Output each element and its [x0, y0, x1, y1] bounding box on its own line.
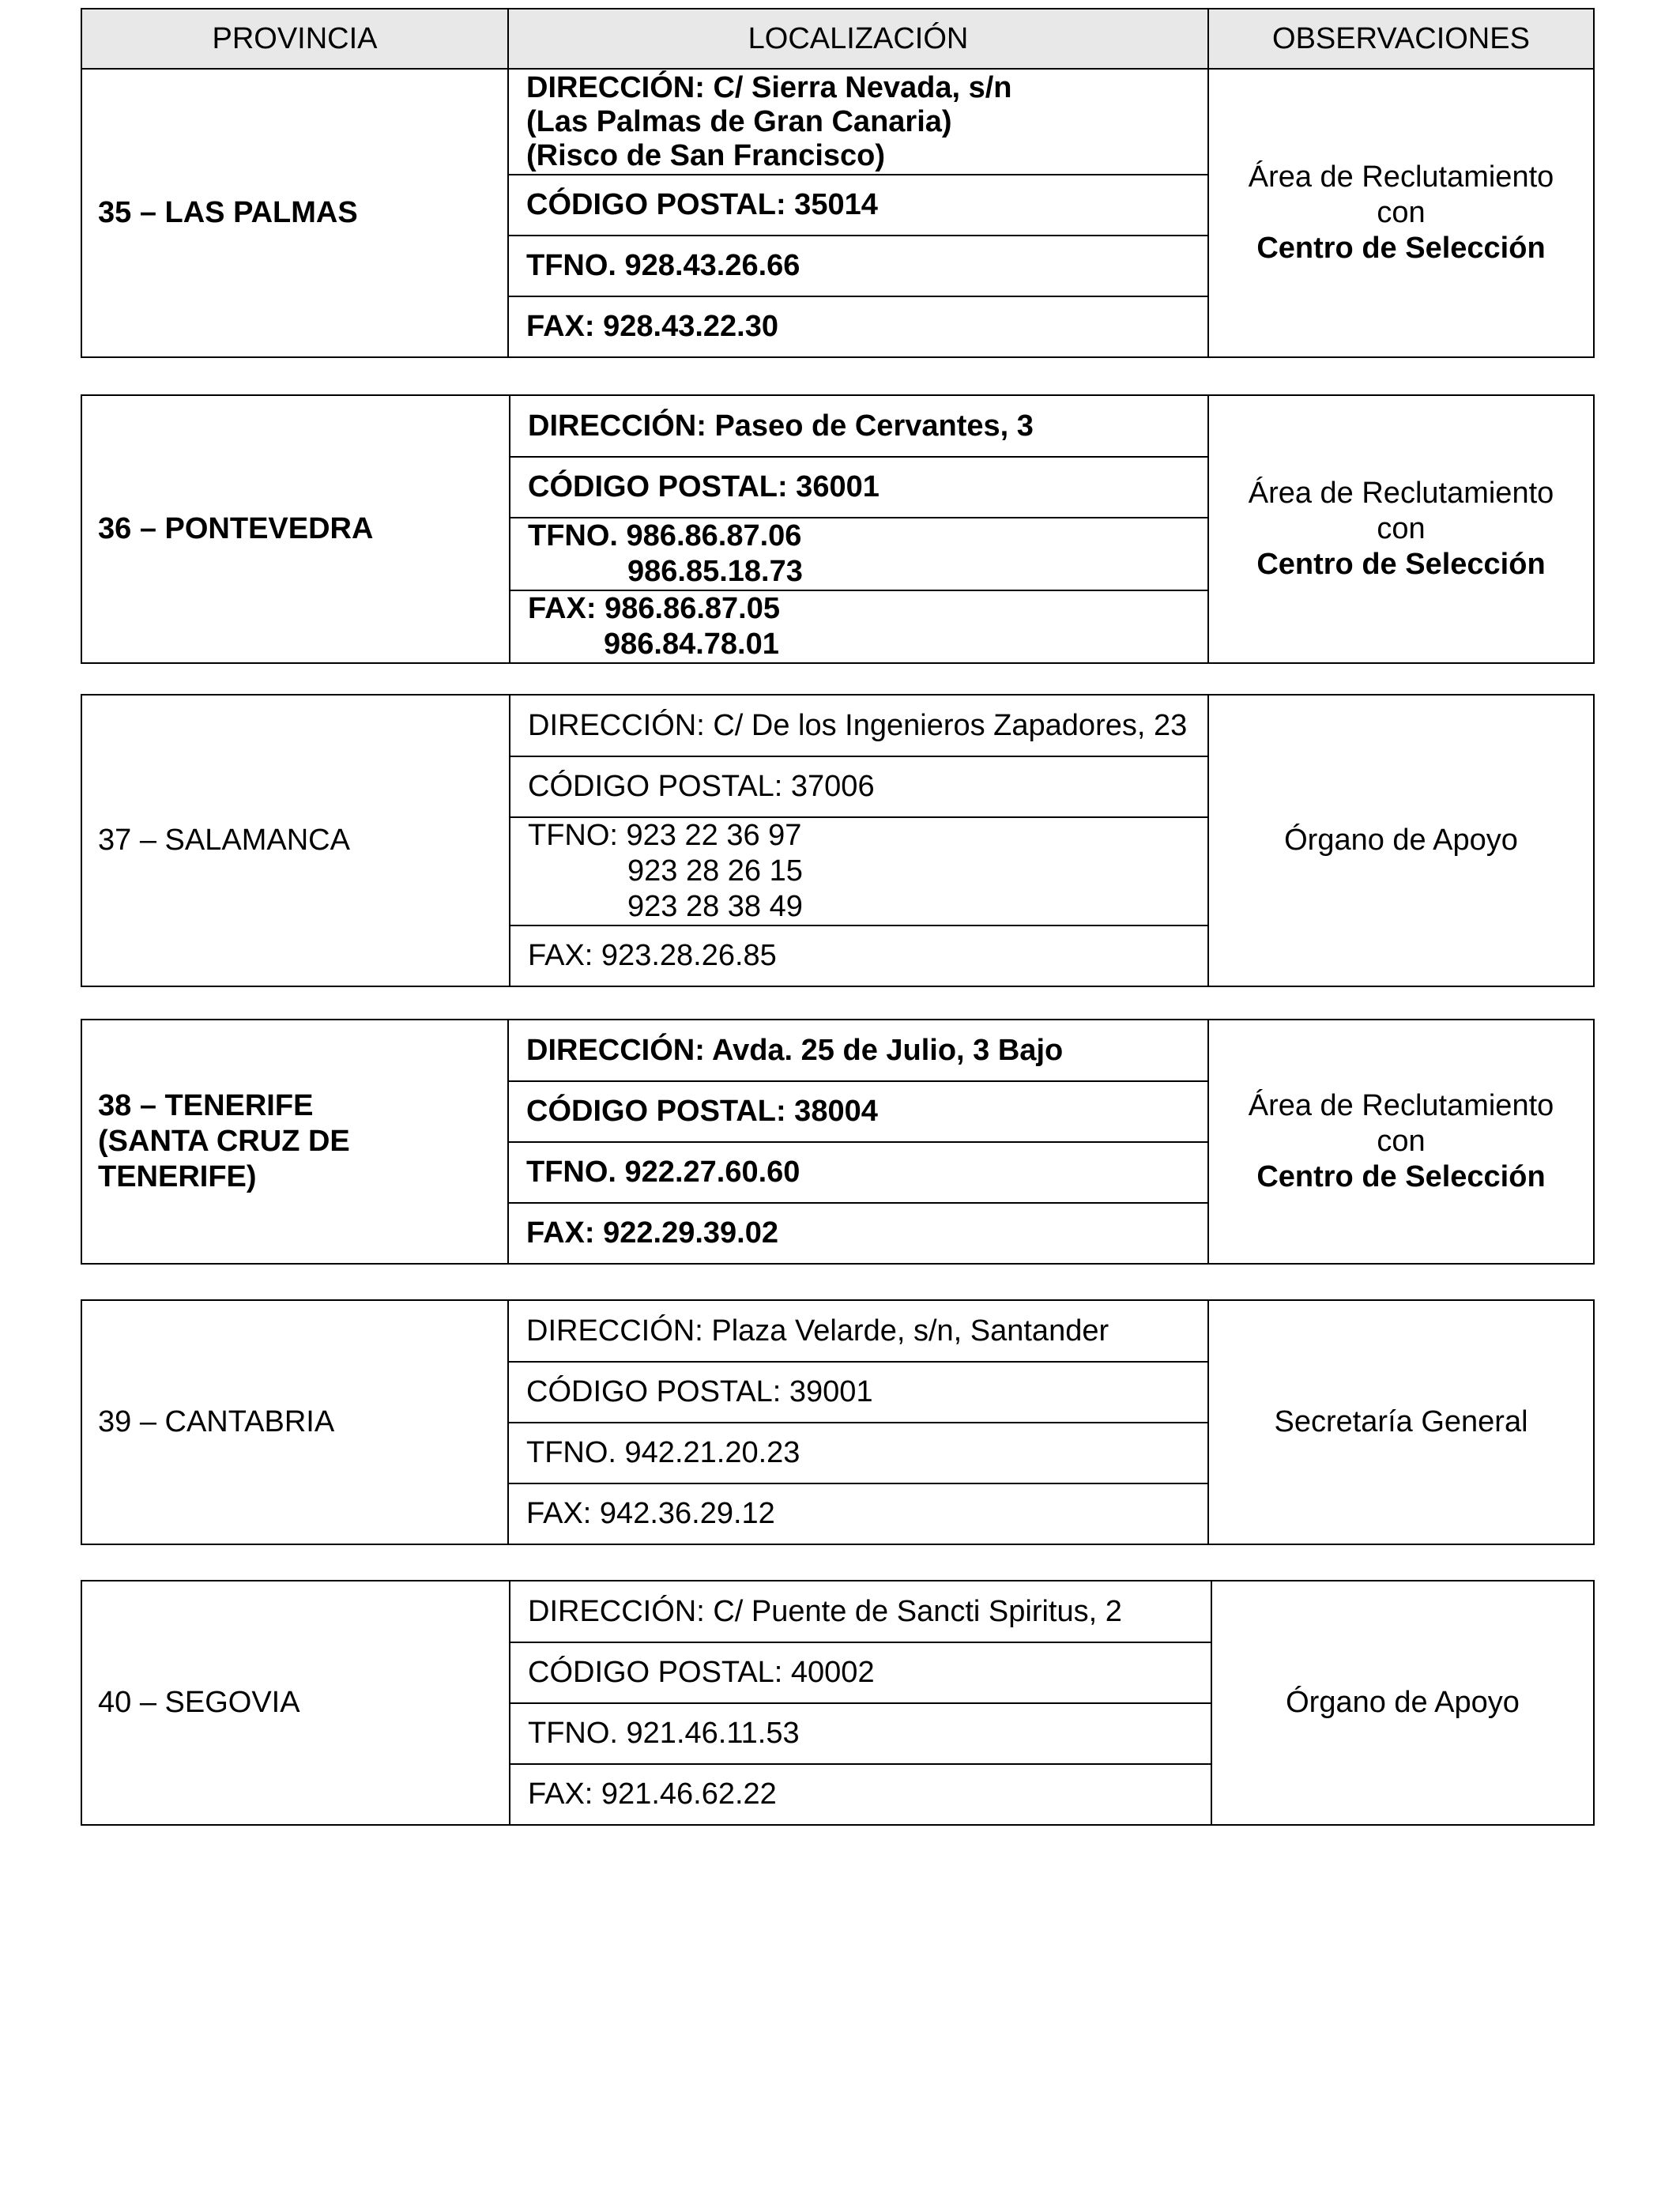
- codigo-postal-cell: CÓDIGO POSTAL: 39001: [508, 1362, 1208, 1423]
- codigo-postal-cell: CÓDIGO POSTAL: 36001: [510, 457, 1208, 518]
- observaciones-cell: Órgano de Apoyo: [1208, 695, 1594, 986]
- office-table-cantabria: [81, 1299, 1595, 1545]
- telefono-cell: [510, 518, 1208, 590]
- obs-line: Área de Reclutamiento: [1248, 1089, 1554, 1122]
- table-row: [81, 1300, 1594, 1362]
- provincia-cell: 39 – CANTABRIA: [81, 1300, 508, 1544]
- fax-line: FAX: 986.86.87.05: [528, 592, 780, 625]
- obs-line: Área de Reclutamiento: [1248, 477, 1554, 510]
- provincia-cell: 40 – SEGOVIA: [81, 1581, 510, 1825]
- direccion-cell: DIRECCIÓN: Plaza Velarde, s/n, Santander: [508, 1300, 1208, 1362]
- provincia-line: TENERIFE): [98, 1160, 257, 1193]
- fax-cell: FAX: 922.29.39.02: [508, 1203, 1208, 1264]
- table-row: [81, 1020, 1594, 1081]
- telefono-line: TFNO. 986.86.87.06: [528, 519, 802, 552]
- telefono-line: 923 28 38 49: [627, 890, 803, 923]
- codigo-postal-cell: CÓDIGO POSTAL: 40002: [510, 1642, 1211, 1703]
- provincia-line: 38 – TENERIFE: [98, 1089, 314, 1122]
- observaciones-cell: [1208, 69, 1594, 357]
- obs-line: con: [1377, 512, 1426, 545]
- observaciones-cell: [1208, 1020, 1594, 1264]
- direccion-cell: DIRECCIÓN: C/ De los Ingenieros Zapadores, 23: [510, 695, 1208, 756]
- office-table-salamanca: [81, 694, 1595, 987]
- fax-cell: FAX: 923.28.26.85: [510, 925, 1208, 986]
- direccion-cell: DIRECCIÓN: C/ Puente de Sancti Spiritus, 2: [510, 1581, 1211, 1642]
- provincia-cell: 35 – LAS PALMAS: [81, 69, 508, 357]
- codigo-postal-cell: CÓDIGO POSTAL: 37006: [510, 756, 1208, 817]
- obs-line: con: [1377, 196, 1426, 229]
- provincia-cell: [81, 1020, 508, 1264]
- telefono-line: TFNO: 923 22 36 97: [528, 819, 802, 852]
- observaciones-cell: Órgano de Apoyo: [1211, 1581, 1594, 1825]
- direccion-cell: [508, 69, 1208, 175]
- codigo-postal-cell: CÓDIGO POSTAL: 35014: [508, 175, 1208, 236]
- fax-cell: [510, 590, 1208, 663]
- table-row: [81, 695, 1594, 756]
- observaciones-cell: Secretaría General: [1208, 1300, 1594, 1544]
- direccion-cell: DIRECCIÓN: Avda. 25 de Julio, 3 Bajo: [508, 1020, 1208, 1081]
- office-table-pontevedra: [81, 394, 1595, 664]
- table-header-row: [81, 9, 1594, 69]
- office-table-segovia: [81, 1580, 1595, 1826]
- provincia-cell: 37 – SALAMANCA: [81, 695, 510, 986]
- telefono-line: 986.85.18.73: [627, 555, 803, 588]
- fax-cell: FAX: 942.36.29.12: [508, 1483, 1208, 1544]
- table-row: [81, 395, 1594, 457]
- telefono-cell: TFNO. 922.27.60.60: [508, 1142, 1208, 1203]
- telefono-line: 923 28 26 15: [627, 854, 803, 888]
- office-table-las-palmas: [81, 8, 1595, 358]
- direccion-line: (Risco de San Francisco): [526, 138, 886, 172]
- telefono-cell: TFNO. 921.46.11.53: [510, 1703, 1211, 1764]
- provincia-line: (SANTA CRUZ DE: [98, 1125, 350, 1158]
- fax-cell: FAX: 921.46.62.22: [510, 1764, 1211, 1825]
- provincia-cell: 36 – PONTEVEDRA: [81, 395, 510, 663]
- telefono-cell: TFNO. 928.43.26.66: [508, 236, 1208, 296]
- obs-line: Área de Reclutamiento: [1248, 160, 1554, 194]
- header-localizacion: LOCALIZACIÓN: [508, 9, 1208, 69]
- observaciones-cell: [1208, 395, 1594, 663]
- fax-line: 986.84.78.01: [604, 628, 779, 661]
- table-row: [81, 69, 1594, 175]
- obs-line: Centro de Selección: [1256, 1160, 1546, 1193]
- direccion-line: (Las Palmas de Gran Canaria): [526, 104, 952, 138]
- direccion-line: DIRECCIÓN: C/ Sierra Nevada, s/n: [526, 70, 1012, 104]
- codigo-postal-cell: CÓDIGO POSTAL: 38004: [508, 1081, 1208, 1142]
- obs-line: con: [1377, 1125, 1426, 1158]
- office-table-tenerife: [81, 1019, 1595, 1265]
- header-provincia: PROVINCIA: [81, 9, 508, 69]
- header-observaciones: OBSERVACIONES: [1208, 9, 1594, 69]
- telefono-cell: [510, 817, 1208, 925]
- obs-line: Centro de Selección: [1256, 232, 1546, 265]
- telefono-cell: TFNO. 942.21.20.23: [508, 1423, 1208, 1483]
- direccion-cell: DIRECCIÓN: Paseo de Cervantes, 3: [510, 395, 1208, 457]
- fax-cell: FAX: 928.43.22.30: [508, 296, 1208, 357]
- table-row: [81, 1581, 1594, 1642]
- obs-line: Centro de Selección: [1256, 548, 1546, 581]
